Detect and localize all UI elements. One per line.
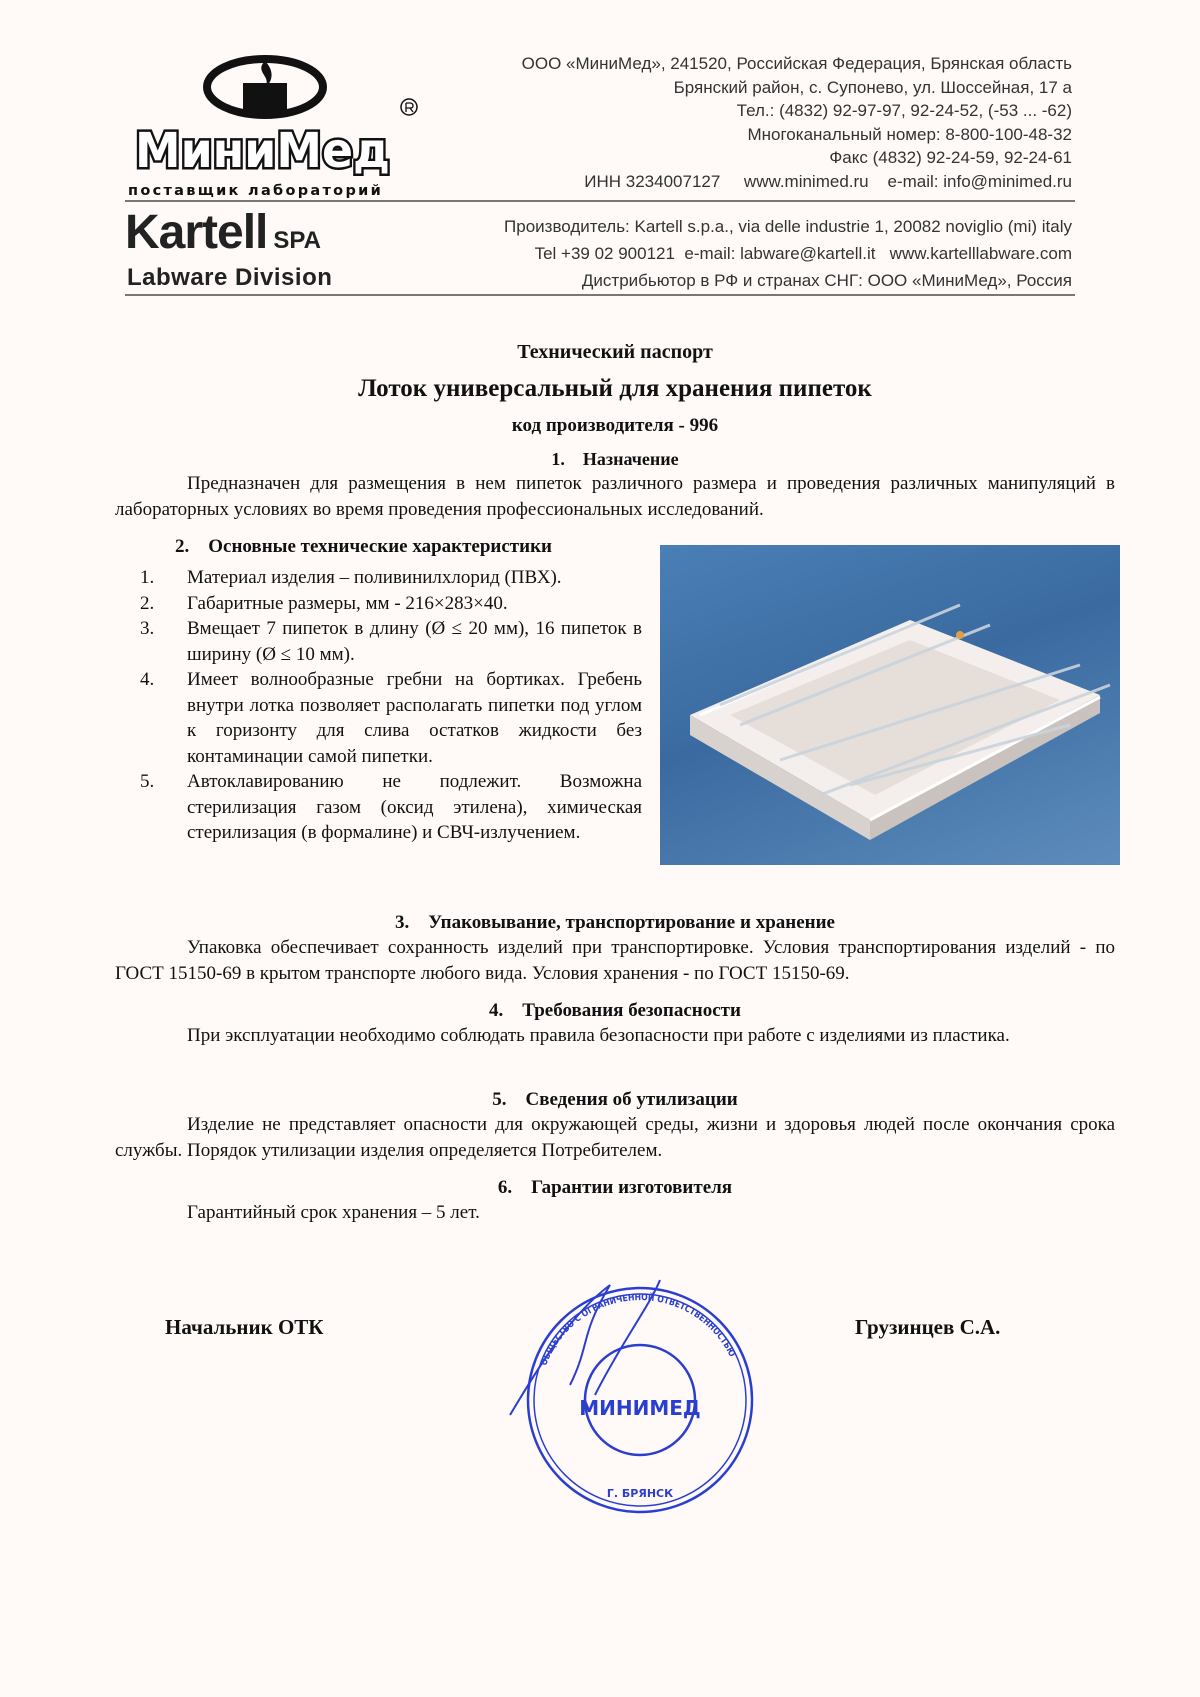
stamp-ring-text: ОБЩЕСТВО С ОГРАНИЧЕННОЙ ОТВЕТСТВЕННОСТЬЮ — [539, 1293, 738, 1368]
address-line: ООО «МиниМед», 241520, Российская Федерация, Брянская область — [521, 54, 1072, 73]
section-heading: 5. Сведения об утилизации — [492, 1089, 738, 1110]
list-item: 2. Габаритные размеры, мм - 216×283×40. — [140, 592, 508, 614]
svg-text:ОБЩЕСТВО С ОГРАНИЧЕННОЙ ОТВЕТС — [539, 1291, 736, 1367]
product-photo — [660, 545, 1120, 865]
list-item: 5. Автоклавированию не подлежит. Возможна стерилизация газом (оксид этилена), химическая стерилизация (в формалине) и СВЧ-излучением. — [140, 771, 642, 843]
kartell-division: Labware Division — [127, 264, 333, 291]
signature-name: Грузинцев С.А. — [855, 1315, 1001, 1339]
list-item: 4. Имеет волнообразные гребни на бортиках. Гребень внутри лотка позволяет располагать пипетки под углом к горизонту для слива остатков жидкости без контаминации самой пипетки. — [140, 669, 642, 767]
address-line: Брянский район, с. Супонево, ул. Шоссейная, 17 а — [673, 77, 1072, 97]
minimed-tagline: поставщик лабораторий — [128, 183, 384, 199]
section-text: Гарантийный срок хранения – 5 лет. — [187, 1202, 480, 1223]
section-heading: 4. Требования безопасности — [489, 1000, 741, 1021]
list-item: 3. Вмещает 7 пипеток в длину (Ø ≤ 20 мм), 16 пипеток в ширину (Ø ≤ 10 мм). — [140, 618, 642, 665]
doc-type: Технический паспорт — [517, 341, 713, 363]
svg-text:МиниМед: МиниМед — [135, 123, 390, 179]
phone-line: Многоканальный номер: 8-800-100-48-32 — [747, 124, 1072, 144]
inn-web-email-line: ИНН 3234007127 www.minimed.ru e-mail: info@minimed.ru — [584, 171, 1072, 191]
section-text: Предназначен для размещения в нем пипеток различного размера и проведения различных манипуляций в лабораторных условиях во время проведения профессиональных исследований. — [115, 473, 1115, 520]
kartell-logo: Kartell SPA — [125, 206, 321, 259]
section-heading: 2. Основные технические характеристики — [175, 536, 552, 557]
company-stamp — [500, 1275, 780, 1525]
minimed-logo — [125, 55, 425, 183]
section-text: Изделие не представляет опасности для окружающей среды, жизни и здоровья людей после окончания срока службы. Порядок утилизации изделия определяется Потребителем. — [115, 1114, 1115, 1161]
spec-list — [140, 565, 642, 846]
divider — [125, 294, 1075, 296]
section-heading: 3. Упаковывание, транспортирование и хранение — [395, 912, 835, 933]
kartell-contacts: Производитель: Kartell s.p.a., via delle industrie 1, 20082 noviglio (mi) italy Tel +39 02 900121 e-mail: labware@kartell.it www.kartelllabware.com Дистрибьютор в РФ и странах СНГ: ООО «МиниМед», Россия — [504, 217, 1072, 290]
minimed-contacts — [522, 52, 1072, 193]
doc-code: код производителя - 996 — [511, 415, 719, 436]
list-item: 1. Материал изделия – поливинилхлорид (ПВХ). — [140, 567, 562, 588]
svg-text:МИНИМЕД: МИНИМЕД — [579, 1396, 701, 1420]
svg-text:Г. БРЯНСК: Г. БРЯНСК — [606, 1487, 674, 1500]
signature-position: Начальник ОТК — [165, 1315, 324, 1339]
phone-line: Тел.: (4832) 92-97-97, 92-24-52, (-53 ... -62) — [736, 101, 1072, 120]
section-heading: 1. Назначение — [551, 449, 679, 469]
section-text: Упаковка обеспечивает сохранность изделий при транспортировке. Условия транспортирования изделий - по ГОСТ 15150-69 в крытом транспорте любого вида. Условия хранения - по ГОСТ 15150-69. — [115, 937, 1115, 984]
section-heading: 6. Гарантии изготовителя — [497, 1177, 733, 1198]
section-text: При эксплуатации необходимо соблюдать правила безопасности при работе с изделиями из пластика. — [187, 1025, 1010, 1046]
doc-title: Лоток универсальный для хранения пипеток — [358, 375, 872, 402]
divider — [125, 200, 1075, 202]
fax-line: Факс (4832) 92-24-59, 92-24-61 — [829, 148, 1072, 167]
